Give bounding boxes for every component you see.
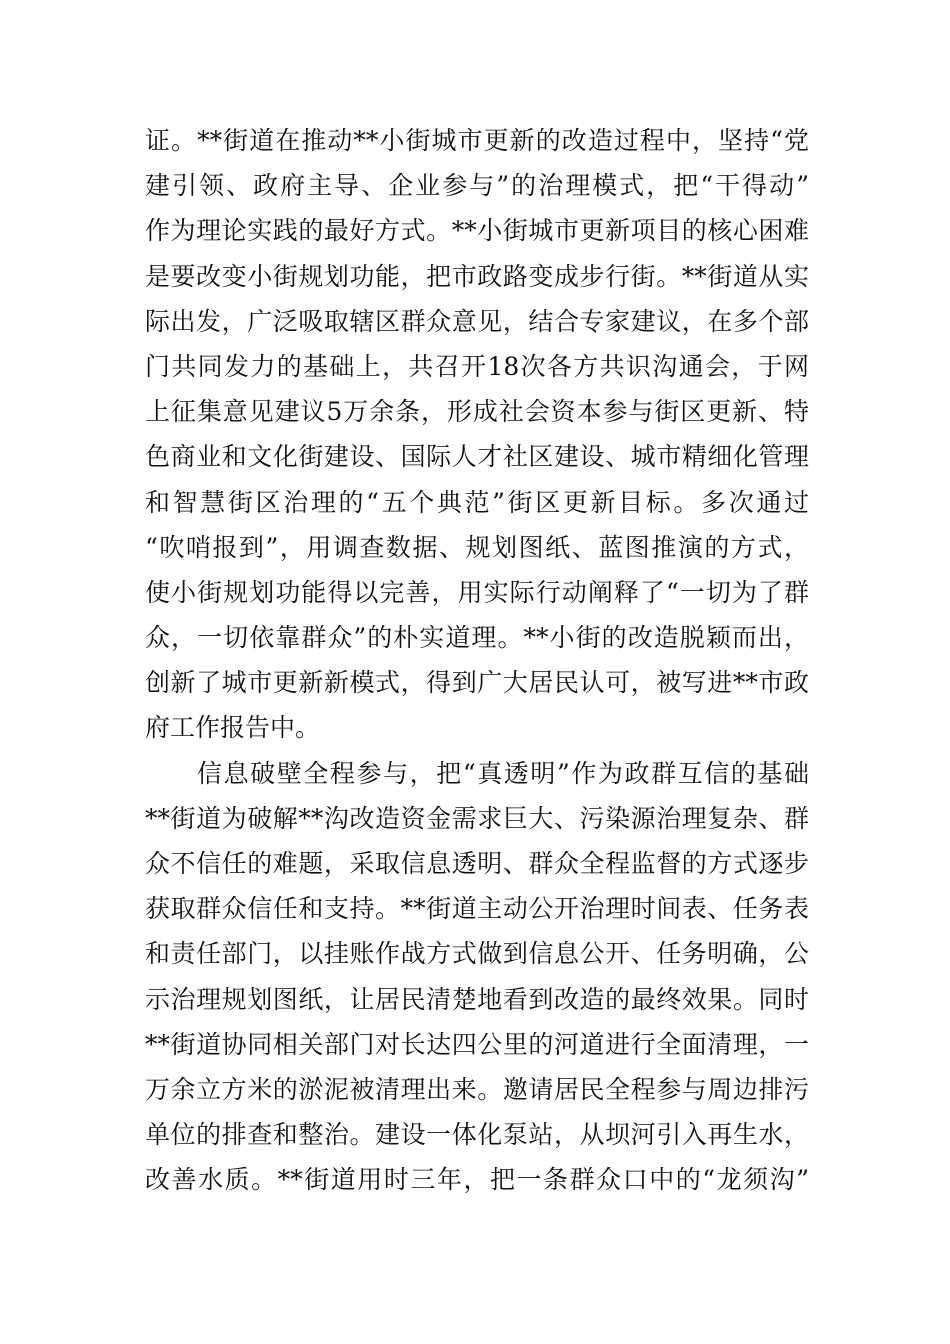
text-line: **街道协同相关部门对长达四公里的河道进行全面清理，一	[145, 1029, 809, 1059]
text-line: 示治理规划图纸，让居民清楚地看到改造的最终效果。同时	[145, 984, 809, 1014]
text-line: 单位的排查和整治。建设一体化泵站，从坝河引入再生水，	[145, 1120, 809, 1150]
text-line: 色商业和文化街建设、国际人才社区建设、城市精细化管理	[145, 442, 809, 472]
text-line: 万余立方米的淤泥被清理出来。邀请居民全程参与周边排污	[145, 1074, 809, 1104]
text-line: 作为理论实践的最好方式。**小街城市更新项目的核心困难	[145, 216, 809, 246]
paragraph-1	[145, 118, 809, 751]
text-line: 是要改变小街规划功能，把市政路变成步行街。**街道从实	[145, 261, 809, 291]
text-line: **街道为破解**沟改造资金需求巨大、污染源治理复杂、群	[145, 803, 809, 833]
text-line: 创新了城市更新新模式，得到广大居民认可，被写进**市政	[145, 668, 809, 698]
paragraph-2	[145, 751, 809, 1203]
text-line: 上征集意见建议5万余条，形成社会资本参与街区更新、特	[145, 397, 809, 427]
text-line: 改善水质。**街道用时三年，把一条群众口中的“龙须沟”	[145, 1165, 809, 1195]
text-line: 众不信任的难题，采取信息透明、群众全程监督的方式逐步	[145, 849, 809, 878]
text-line: 使小街规划功能得以完善，用实际行动阐释了“一切为了群	[145, 577, 809, 607]
text-line: 和责任部门，以挂账作战方式做到信息公开、任务明确，公	[145, 939, 809, 969]
text-line: 建引领、政府主导、企业参与”的治理模式，把“干得动”	[145, 171, 809, 201]
text-line: 获取群众信任和支持。**街道主动公开治理时间表、任务表	[145, 894, 809, 924]
text-line: 众，一切依靠群众”的朴实道理。**小街的改造脱颖而出，	[145, 623, 809, 653]
text-line: 府工作报告中。	[145, 713, 321, 743]
text-line: 证。**街道在推动**小街城市更新的改造过程中，坚持“党	[145, 126, 809, 155]
paragraph-heading-line: 信息破壁全程参与，把“真透明”作为政群互信的基础	[197, 758, 809, 788]
text-line: 际出发，广泛吸取辖区群众意见，结合专家建议，在多个部	[145, 306, 809, 336]
body-text	[145, 118, 809, 1203]
text-line: 和智慧街区治理的“五个典范”街区更新目标。多次通过	[145, 487, 809, 517]
text-line: “吹哨报到”，用调查数据、规划图纸、蓝图推演的方式，	[145, 532, 809, 562]
text-line: 门共同发力的基础上，共召开18次各方共识沟通会，于网	[145, 351, 809, 381]
